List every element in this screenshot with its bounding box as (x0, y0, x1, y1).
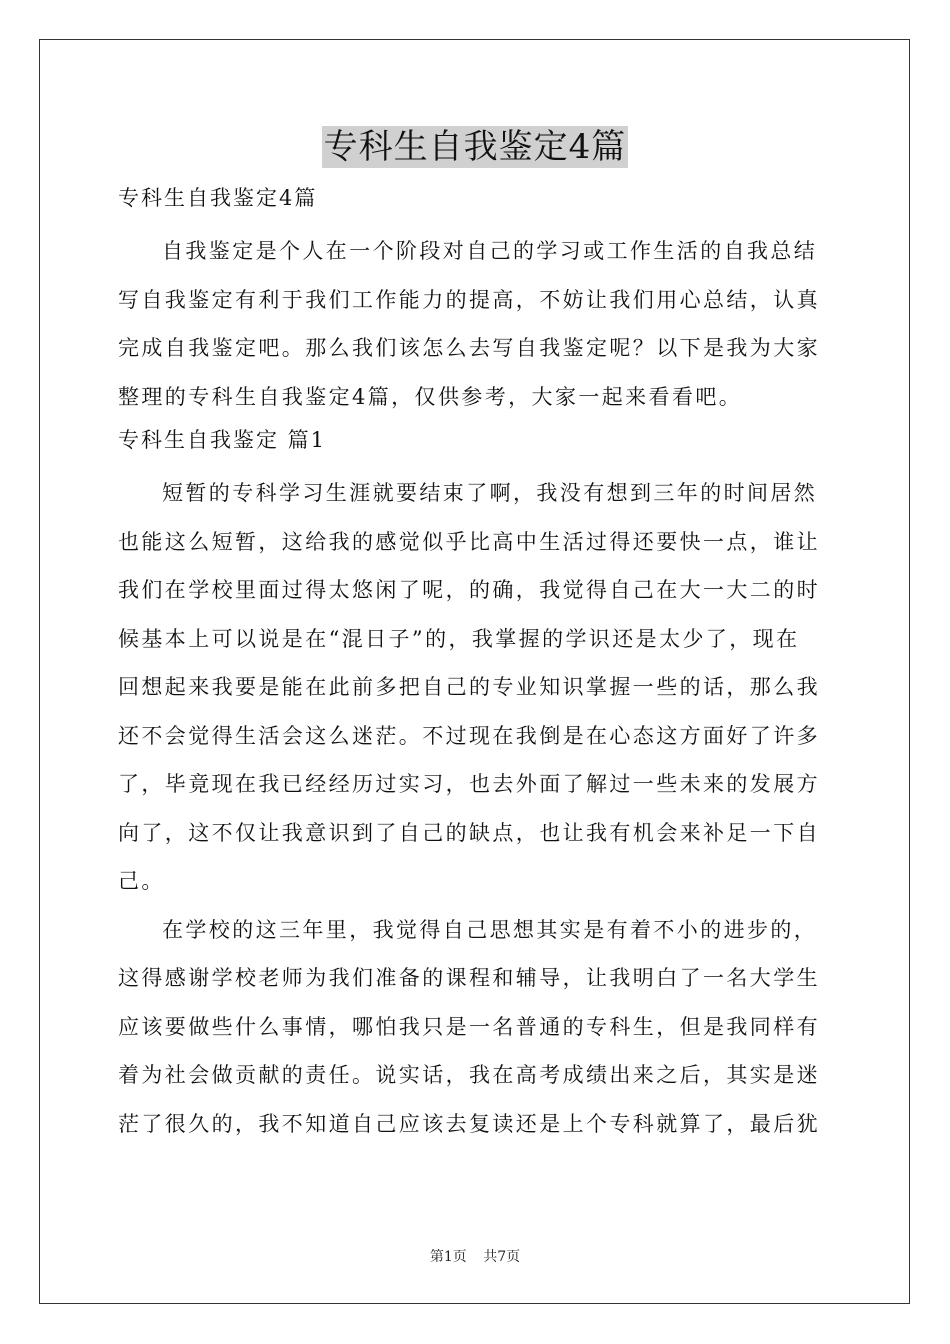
paragraph-line: 回想起来我要是能在此前多把自己的专业知识掌握一些的话，那么我 (118, 675, 820, 699)
page-footer (0, 1248, 950, 1266)
intro-line: 完成自我鉴定吧。那么我们该怎么去写自我鉴定呢？以下是我为大家 (118, 336, 820, 360)
paragraph-line: 还不会觉得生活会这么迷茫。不过现在我倒是在心态这方面好了许多 (118, 723, 820, 748)
paragraph-line: 我们在学校里面过得太悠闲了呢，的确，我觉得自己在大一大二的时 (118, 578, 820, 602)
document-subtitle: 专科生自我鉴定4篇 (118, 186, 318, 210)
paragraph-line: 也能这么短暂，这给我的感觉似乎比高中生活过得还要快一点，谁让 (118, 529, 820, 554)
paragraph-line: 己。 (118, 869, 165, 893)
paragraph-line: 在学校的这三年里，我觉得自己思想其实是有着不小的进步的， (162, 917, 818, 942)
section-heading: 专科生自我鉴定 篇1 (118, 428, 327, 452)
intro-paragraph (118, 227, 834, 421)
paragraph-1 (118, 469, 834, 906)
page-number-total: 共7页 (483, 1249, 521, 1265)
paragraph-line: 茫了很久的，我不知道自己应该去复读还是上个专科就算了，最后犹 (118, 1111, 820, 1136)
paragraph-line: 应该要做些什么事情，哪怕我只是一名普通的专科生，但是我同样有 (118, 1014, 820, 1039)
paragraph-line: 向了，这不仅让我意识到了自己的缺点，也让我有机会来补足一下自 (118, 820, 820, 845)
paragraph-line: 着为社会做贡献的责任。说实话，我在高考成绩出来之后，其实是迷 (118, 1063, 820, 1087)
title-container (0, 126, 950, 168)
document-title: 专科生自我鉴定4篇 (323, 127, 627, 167)
paragraph-line: 了，毕竟现在我已经经历过实习，也去外面了解过一些未来的发展方 (118, 772, 820, 796)
paragraph-line: 短暂的专科学习生涯就要结束了啊，我没有想到三年的时间居然 (162, 481, 818, 505)
page-number-current: 第1页 (429, 1249, 467, 1265)
document-body (118, 179, 834, 1148)
intro-line: 自我鉴定是个人在一个阶段对自己的学习或工作生活的自我总结 (162, 239, 818, 263)
paragraph-2 (118, 906, 834, 1149)
intro-line: 写自我鉴定有利于我们工作能力的提高，不妨让我们用心总结，认真 (118, 287, 820, 312)
paragraph-line: 候基本上可以说是在“混日子”的，我掌握的学识还是太少了，现在 (118, 626, 800, 651)
paragraph-line: 这得感谢学校老师为我们准备的课程和辅导，让我明白了一名大学生 (118, 966, 820, 990)
intro-line: 整理的专科生自我鉴定4篇，仅供参考，大家一起来看看吧。 (118, 384, 743, 409)
